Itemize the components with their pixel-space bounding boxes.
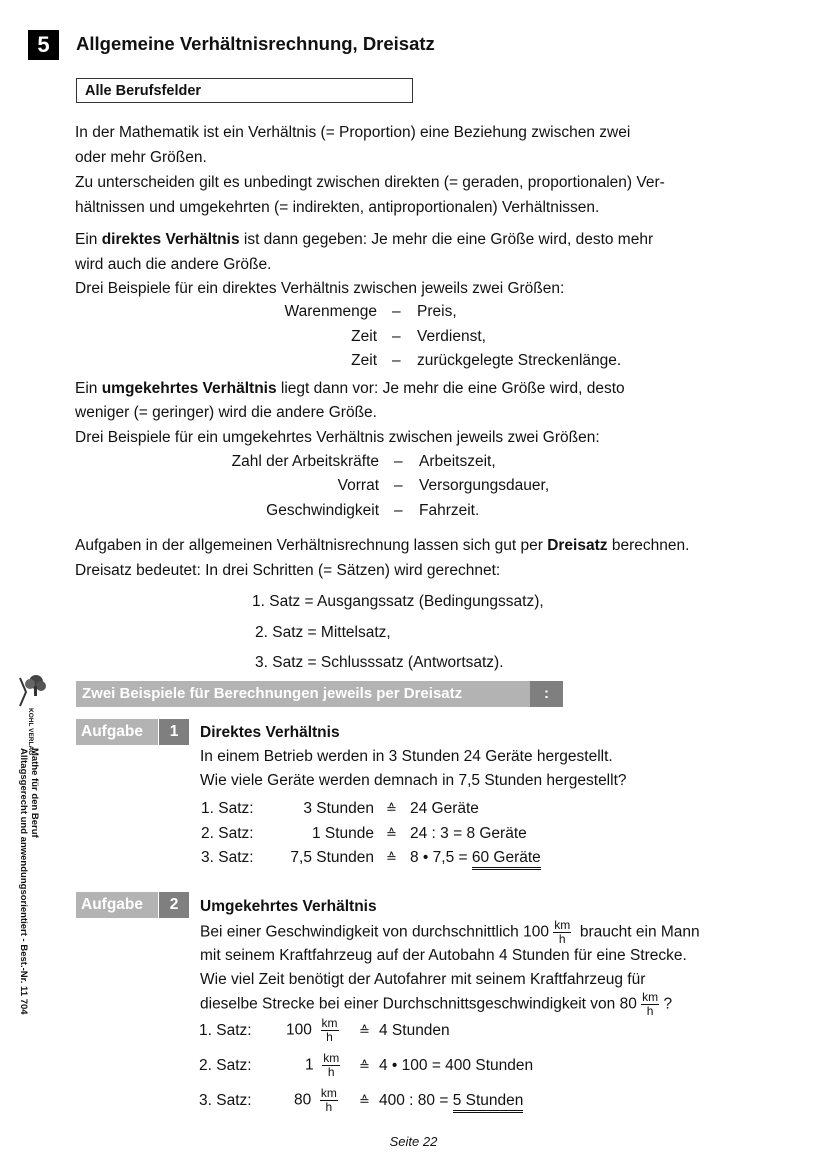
example-right: Arbeitszeit, [419, 453, 496, 470]
example-dash: – [392, 352, 401, 369]
examples-banner-colon: : [530, 681, 563, 707]
unit-fraction: $\frac{km}{h}$ [321, 1016, 338, 1044]
dreisatz-step: 2. Satz = Mittelsatz, [255, 624, 391, 641]
dreisatz-step: 3. Satz = Schlusssatz (Antwortsatz). [255, 654, 504, 671]
dreisatz-term: Dreisatz [547, 537, 608, 554]
direct-line: Drei Beispiele für ein direktes Verhältnis zwischen jeweils zwei Größen: [75, 280, 565, 297]
publisher-name: KOHL VERLAG [27, 708, 34, 756]
dreisatz-line: Dreisatz bedeutet: In drei Schritten (= Sätzen) wird gerechnet: [75, 562, 501, 579]
task-text: Bei einer Geschwindigkeit von durchschnittlich 100 $\frac{km}{h}$ braucht ein Mann [200, 918, 700, 946]
corresponds-symbol: ≙ [386, 826, 397, 841]
task-label: Aufgabe [76, 719, 158, 745]
example-right: Versorgungsdauer, [419, 477, 550, 494]
step-right: 24 : 3 = 8 Geräte [410, 825, 527, 842]
intro-line: hältnissen und umgekehrten (= indirekten, antiproportionalen) Verhältnissen. [75, 199, 600, 216]
example-left: Warenmenge [284, 303, 377, 320]
corresponds-symbol: ≙ [386, 801, 397, 816]
inverse-line: weniger (= geringer) wird die andere Größe. [75, 404, 377, 421]
page-number: Seite 22 [389, 1134, 438, 1149]
example-left: Vorrat [337, 477, 379, 494]
step-result: 60 Geräte [472, 849, 541, 870]
intro-line: oder mehr Größen. [75, 149, 207, 166]
intro-line: In der Mathematik ist ein Verhältnis (= Proportion) eine Beziehung zwischen zwei [75, 124, 631, 141]
task-number: 2 [159, 892, 189, 918]
step-left: 80 $\frac{km}{h}$ [294, 1086, 337, 1114]
example-right: Verdienst, [417, 328, 486, 345]
example-right: Preis, [417, 303, 457, 320]
publisher-logo [16, 672, 48, 712]
chapter-number: 5 [28, 30, 59, 60]
step-label: 2. Satz: [201, 825, 254, 842]
example-left: Zahl der Arbeitskräfte [231, 453, 379, 470]
task-text: dieselbe Strecke bei einer Durchschnittsgeschwindigkeit von 80 $\frac{km}{h}$ ? [200, 990, 673, 1018]
step-result: 5 Stunden [453, 1092, 524, 1113]
step-right: 400 : 80 = 5 Stunden [379, 1091, 523, 1111]
step-left: 7,5 Stunden [290, 849, 374, 866]
example-dash: – [394, 477, 403, 494]
intro-line: Zu unterscheiden gilt es unbedingt zwischen direkten (= geraden, proportionalen) Ver- [75, 174, 665, 191]
step-label: 1. Satz: [199, 1022, 252, 1039]
unit-fraction: $\frac{km}{h}$ [642, 990, 659, 1018]
example-dash: – [394, 502, 403, 519]
task-text: In einem Betrieb werden in 3 Stunden 24 Geräte hergestellt. [200, 748, 613, 765]
field-label: Alle Berufsfelder [76, 78, 413, 103]
step-label: 3. Satz: [199, 1092, 252, 1109]
step-left: 3 Stunden [303, 800, 374, 817]
dreisatz-intro: Aufgaben in der allgemeinen Verhältnisrechnung lassen sich gut per Dreisatz berechnen. [75, 537, 690, 554]
task-title: Umgekehrtes Verhältnis [200, 898, 377, 915]
series-subtitle: Alltagsgerecht und anwendungsorientiert - Best.-Nr. 11 704 [18, 748, 29, 1015]
example-right: zurückgelegte Streckenlänge. [417, 352, 622, 369]
inverse-definition: Ein umgekehrtes Verhältnis liegt dann vor: Je mehr die eine Größe wird, desto [75, 380, 625, 397]
series-title: Mathe für den Beruf [29, 748, 40, 838]
step-right: 4 Stunden [379, 1022, 450, 1039]
example-right: Fahrzeit. [419, 502, 480, 519]
direct-line: wird auch die andere Größe. [75, 256, 272, 273]
examples-banner-text: Zwei Beispiele für Berechnungen jeweils per Dreisatz [82, 685, 463, 702]
unit-fraction: $\frac{km}{h}$ [554, 918, 571, 946]
inverse-term: umgekehrtes Verhältnis [101, 380, 277, 397]
example-dash: – [394, 453, 403, 470]
step-left: 1 Stunde [311, 825, 374, 842]
inverse-line: Drei Beispiele für ein umgekehrtes Verhältnis zwischen jeweils zwei Größen: [75, 429, 600, 446]
step-label: 3. Satz: [201, 849, 254, 866]
step-right: 8 • 7,5 = 60 Geräte [410, 848, 541, 868]
corresponds-symbol: ≙ [386, 850, 397, 865]
task-text: Wie viel Zeit benötigt der Autofahrer mit seinem Kraftfahrzeug für [200, 971, 646, 988]
direct-term: direktes Verhältnis [101, 231, 240, 248]
example-dash: – [392, 303, 401, 320]
dreisatz-step: 1. Satz = Ausgangssatz (Bedingungssatz), [252, 593, 544, 610]
example-left: Zeit [351, 352, 377, 369]
sidebar-series [18, 748, 52, 1048]
task-label: Aufgabe [76, 892, 158, 918]
step-label: 2. Satz: [199, 1057, 252, 1074]
chapter-title: Allgemeine Verhältnisrechnung, Dreisatz [76, 33, 435, 54]
corresponds-symbol: ≙ [359, 1023, 370, 1038]
task-title: Direktes Verhältnis [200, 724, 340, 741]
step-right: 4 • 100 = 400 Stunden [379, 1057, 534, 1074]
step-right: 24 Geräte [410, 800, 479, 817]
step-left: 100 $\frac{km}{h}$ [286, 1016, 338, 1044]
corresponds-symbol: ≙ [359, 1058, 370, 1073]
task-text: mit seinem Kraftfahrzeug auf der Autobahn 4 Stunden für eine Strecke. [200, 947, 687, 964]
corresponds-symbol: ≙ [359, 1093, 370, 1108]
task-number: 1 [159, 719, 189, 745]
task-text: Wie viele Geräte werden demnach in 7,5 Stunden hergestellt? [200, 772, 627, 789]
unit-fraction: $\frac{km}{h}$ [320, 1086, 337, 1114]
direct-definition: Ein direktes Verhältnis ist dann gegeben: Je mehr die eine Größe wird, desto mehr [75, 231, 654, 248]
step-left: 1 $\frac{km}{h}$ [305, 1051, 340, 1079]
unit-fraction: $\frac{km}{h}$ [323, 1051, 340, 1079]
step-label: 1. Satz: [201, 800, 254, 817]
example-dash: – [392, 328, 401, 345]
example-left: Geschwindigkeit [266, 502, 379, 519]
tree-icon [16, 672, 48, 712]
example-left: Zeit [351, 328, 377, 345]
